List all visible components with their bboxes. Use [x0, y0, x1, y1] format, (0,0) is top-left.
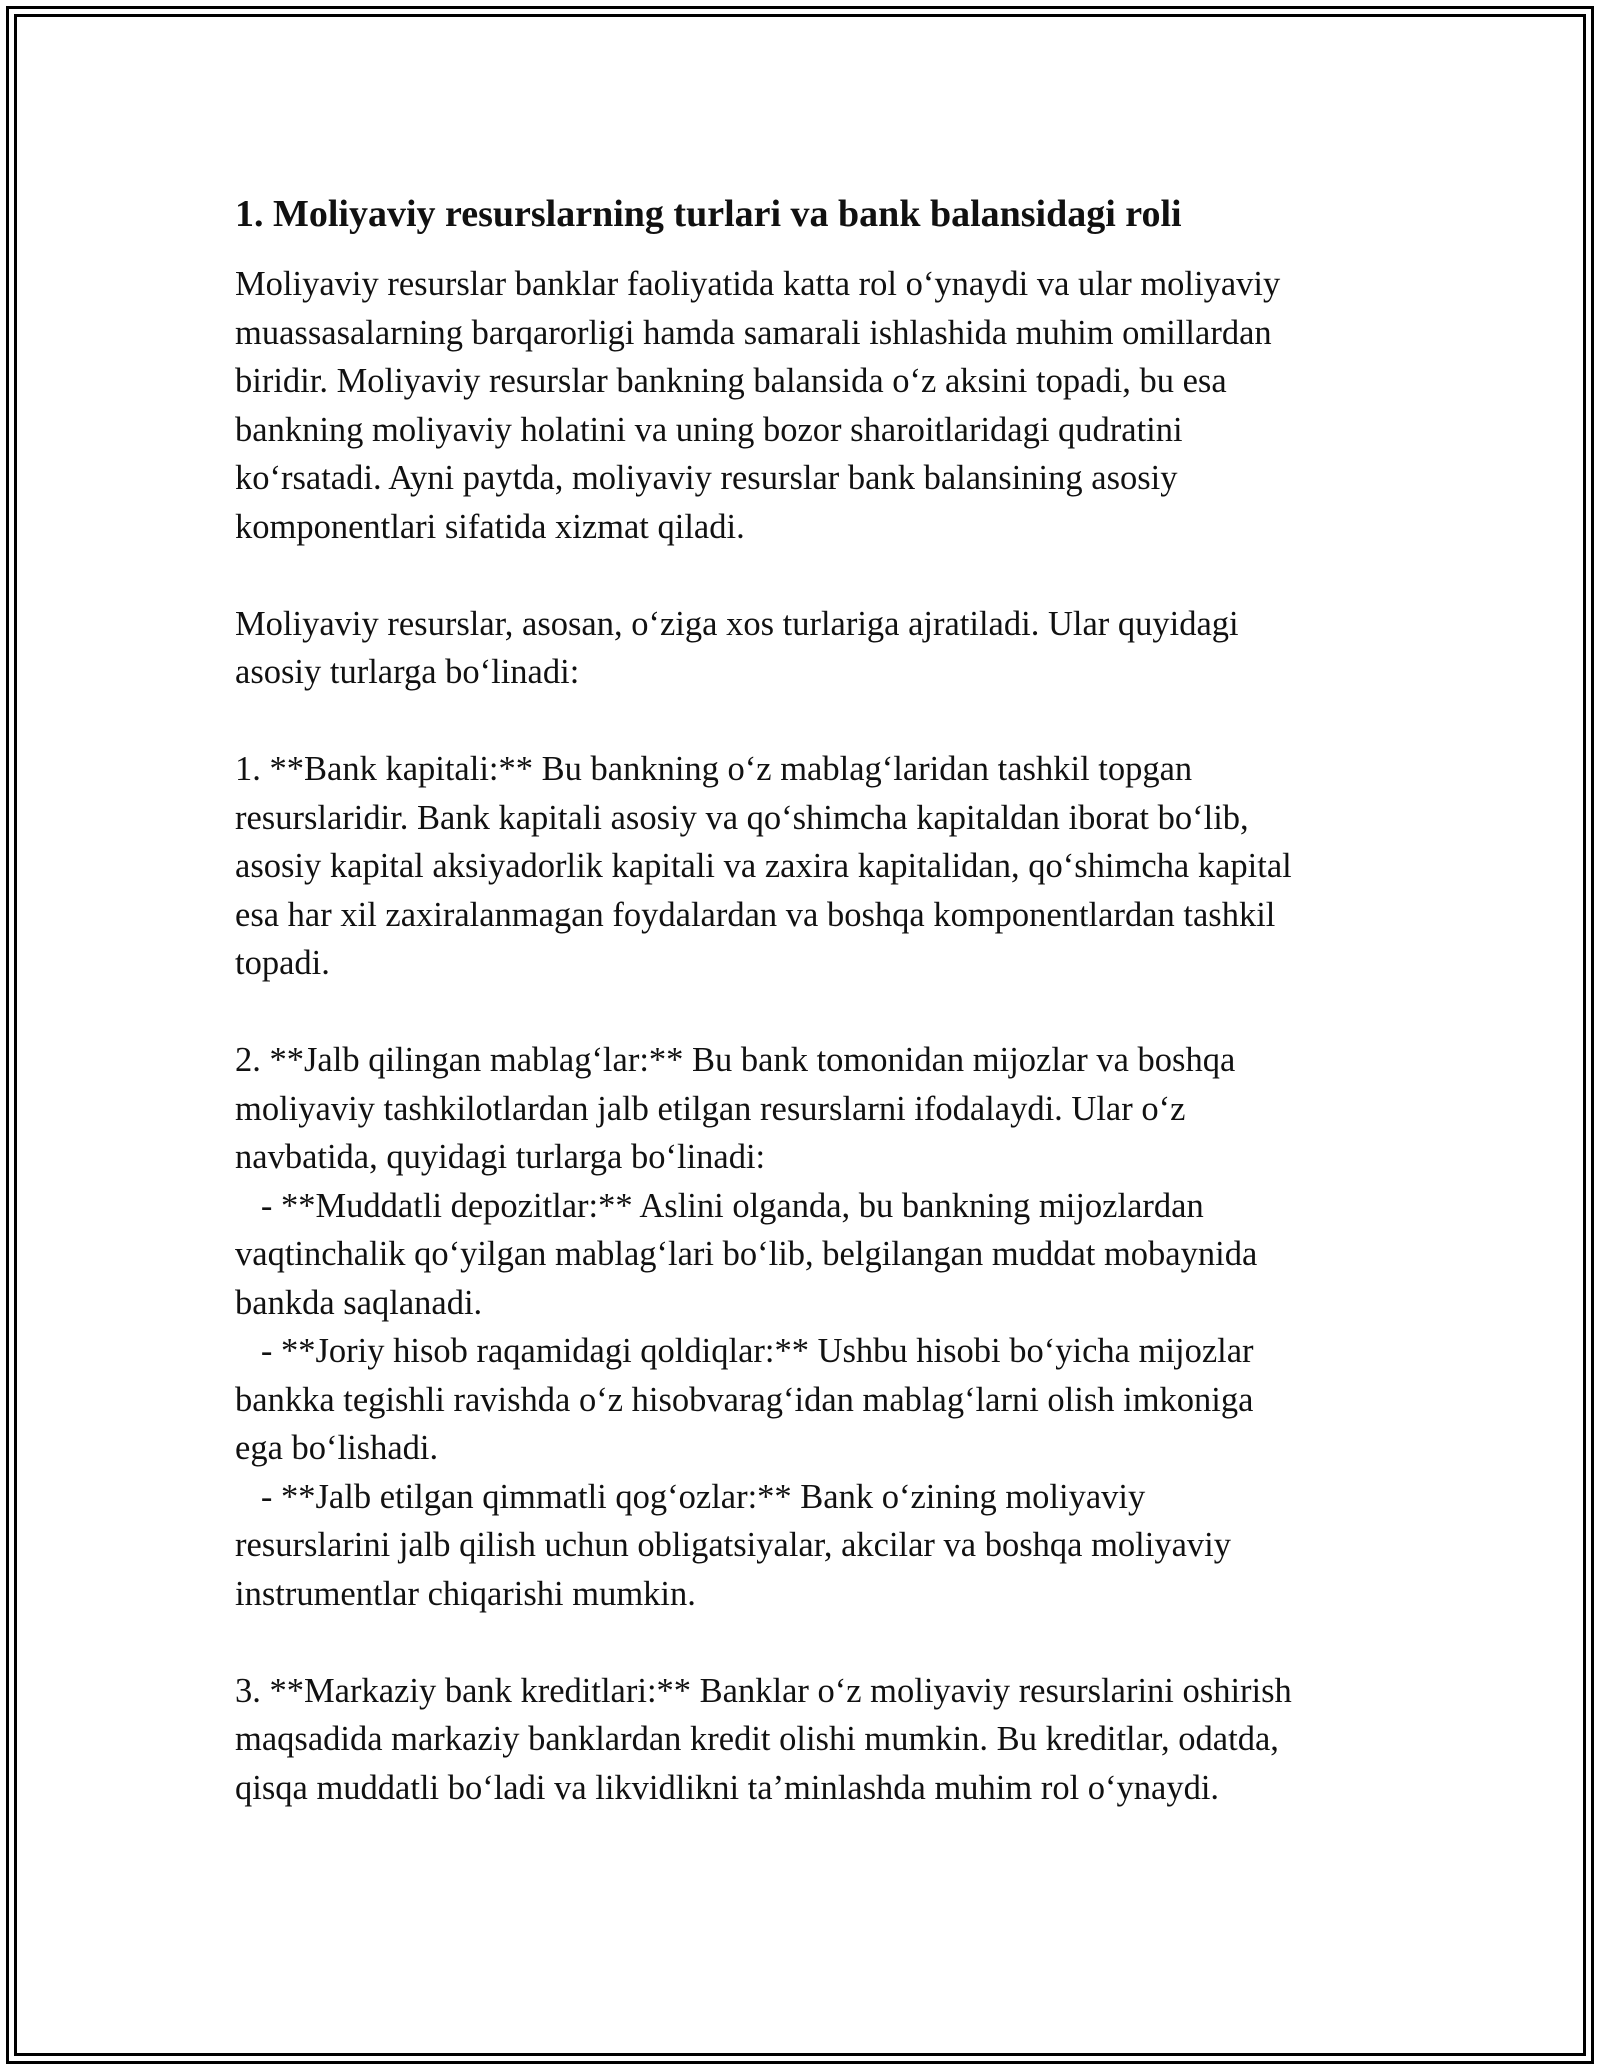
document-content [235, 186, 1375, 1812]
body-text: Moliyaviy resurslar banklar faoliyatida katta rol o‘ynaydi va ular moliyaviy muassasalarning barqarorligi hamda samarali ishlashida muhim omillardan biridir. Moliyaviy resurslar bankning balansida o‘z aksini topadi, bu esa bankning moliyaviy holatini va uning bozor sharoitlaridagi qudratini ko‘rsatadi. Ayni paytda, moliyaviy resurslar bank balansining asosiy komponentlari sifatida xizmat qiladi. Moliyaviy resurslar, asosan, o‘ziga xos turlariga ajratiladi. Ular quyidagi asosiy turlarga bo‘linadi: 1. **Bank kapitali:** Bu bankning o‘z mablag‘laridan tashkil topgan resurslaridir. Bank kapitali asosiy va qo‘shimcha kapitaldan iborat bo‘lib, asosiy kapital aksiyadorlik kapitali va zaxira kapitalidan, qo‘shimcha kapital esa har xil zaxiralanmagan foydalardan va boshqa komponentlardan tashkil topadi. 2. **Jalb qilingan mablag‘lar:** Bu bank tomonidan mijozlar va boshqa moliyaviy tashkilotlardan jalb etilgan resurslarni ifodalaydi. Ular o‘z navbatida, quyidagi turlarga bo‘linadi: - **Muddatli depozitlar:** Aslini olganda, bu bankning mijozlardan vaqtinchalik qo‘yilgan mablag‘lari bo‘lib, belgilangan muddat mobaynida bankda saqlanadi. - **Joriy hisob raqamidagi qoldiqlar:** Ushbu hisobi bo‘yicha mijozlar bankka tegishli ravishda o‘z hisobvarag‘idan mablag‘larni olish imkoniga ega bo‘lishadi. - **Jalb etilgan qimmatli qog‘ozlar:** Bank o‘zining moliyaviy resurslarini jalb qilish uchun obligatsiyalar, akcilar va boshqa moliyaviy instrumentlar chiqarishi mumkin. 3. **Markaziy bank kreditlari:** Banklar o‘z moliyaviy resurslarini oshirish maqsadida markaziy banklardan kredit olishi mumkin. Bu kreditlar, odatda, qisqa muddatli bo‘ladi va likvidlikni ta’minlashda muhim rol o‘ynaydi. [235, 265, 1292, 1807]
section-heading: 1. Moliyaviy resurslarning turlari va bank balansidagi roli [235, 193, 1182, 235]
